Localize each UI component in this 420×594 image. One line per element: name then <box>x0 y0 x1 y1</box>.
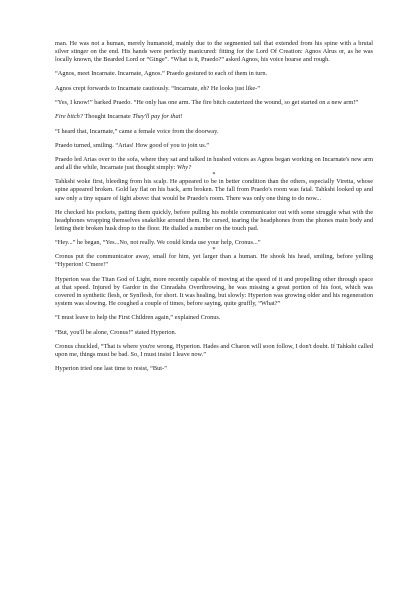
paragraph: He checked his pockets, patting them quickly, before pulling his mobile communicator out with some struggle what with the headphones wrapping themselves snakelike around them. He cursed, tearing the headphones from the phones main body and letting their broken husk drop to the floor. He dialled a number on the touch pad. <box>55 208 373 232</box>
paragraph: “Yes, I know!” barked Praedo. “He only has one arm. The fire bitch cauterized the wound, so get started on a new arm!” <box>55 99 359 107</box>
paragraph: Tahkshi woke first, bleeding from his scalp. He appeared to be in better condition than the others, especially Viretta, whose spine appeared broken. Gold lay flat on his back, arm broken. The fall from Praedo's room was fatal. Tahkshi looked up and saw only a tiny square of light above: that would be Praedo's room. There was only one thing to do now... <box>55 178 373 202</box>
paragraph: “But, you'll be alone, Cronus!” stated Hyperion. <box>55 328 177 336</box>
paragraph-with-italic-ending <box>55 156 373 172</box>
scene-break: * <box>212 246 216 254</box>
paragraph: Hyperion tried one last time to resist, “But-” <box>55 365 167 373</box>
paragraph: “I must leave to help the First Children again,” explained Cronus. <box>55 314 221 322</box>
paragraph: “I heard that, Incarnate,” came a female voice from the doorway. <box>55 127 219 135</box>
paragraph-text: Praedo led Arias over to the sofa, where they sat and talked in hushed voices as Agnos began working on Incarnate's new arm and all the while, Incarnate just thought simply: <box>55 156 373 172</box>
paragraph: Cronus chuckled, “That is where you're wrong, Hyperion. Hades and Charon will soon follow, I don't doubt. If Tahkshi called upon me, things must be bad. So, I must insist I leave now.” <box>55 342 373 358</box>
thought-middle: Thought Incarnate <box>84 113 131 121</box>
paragraph: Agnos crept forwards to Incarnate cautiously. “Incarnate, eh? He looks just like-” <box>55 84 261 92</box>
paragraph: Cronus put the communicator away, small for him, yet larger than a human. He shook his head, smiling, before yelling “Hyperion! C'mere!” <box>55 253 373 269</box>
scene-break: * <box>212 171 216 179</box>
italic-why: Why? <box>176 164 192 172</box>
paragraph: “Hey...” he began, “Yes...No, not really. We could kinda use your help, Cronus...” <box>55 239 261 247</box>
italic-thought-1: Fire bitch? <box>55 113 83 121</box>
paragraph: “Agnos, meet Incarnate. Incarnate, Agnos.” Praedo gestured to each of them in turn. <box>55 70 268 78</box>
document-page <box>55 40 373 380</box>
paragraph: Hyperion was the Titan God of Light, more recently capable of moving at the speed of it and propelling other through space at that speed. Injured by Gardor in the Cinradahs Overthrowing, he was missing a great portion of his foot, which was covered in synthetic flesh, or Synflesh, for short. It was healing, but slowly: Hyperion was growing older and his regeneration system was slowing. He coughed a couple of times, before saying, quite gruffly, “What?” <box>55 275 373 308</box>
italic-thought-2: They'll pay for that! <box>132 113 183 121</box>
paragraph: Praedo turned, smiling. “Arias! How good of you to join us.” <box>55 141 210 149</box>
paragraph-italic-thought <box>55 113 373 121</box>
paragraph: man. He was not a human, merely humanoid, mainly due to the segmented tail that extended from his spine with a brutal silver stinger on the end. His hands were perfectly manicured: fitting for the Lord Of Creation: Agnos Alrus or, as he was locally known, the Bearded Lord or “Ginge”. “What is it, Praedo?” asked Agnos, his voice hoarse and rough. <box>55 40 373 64</box>
